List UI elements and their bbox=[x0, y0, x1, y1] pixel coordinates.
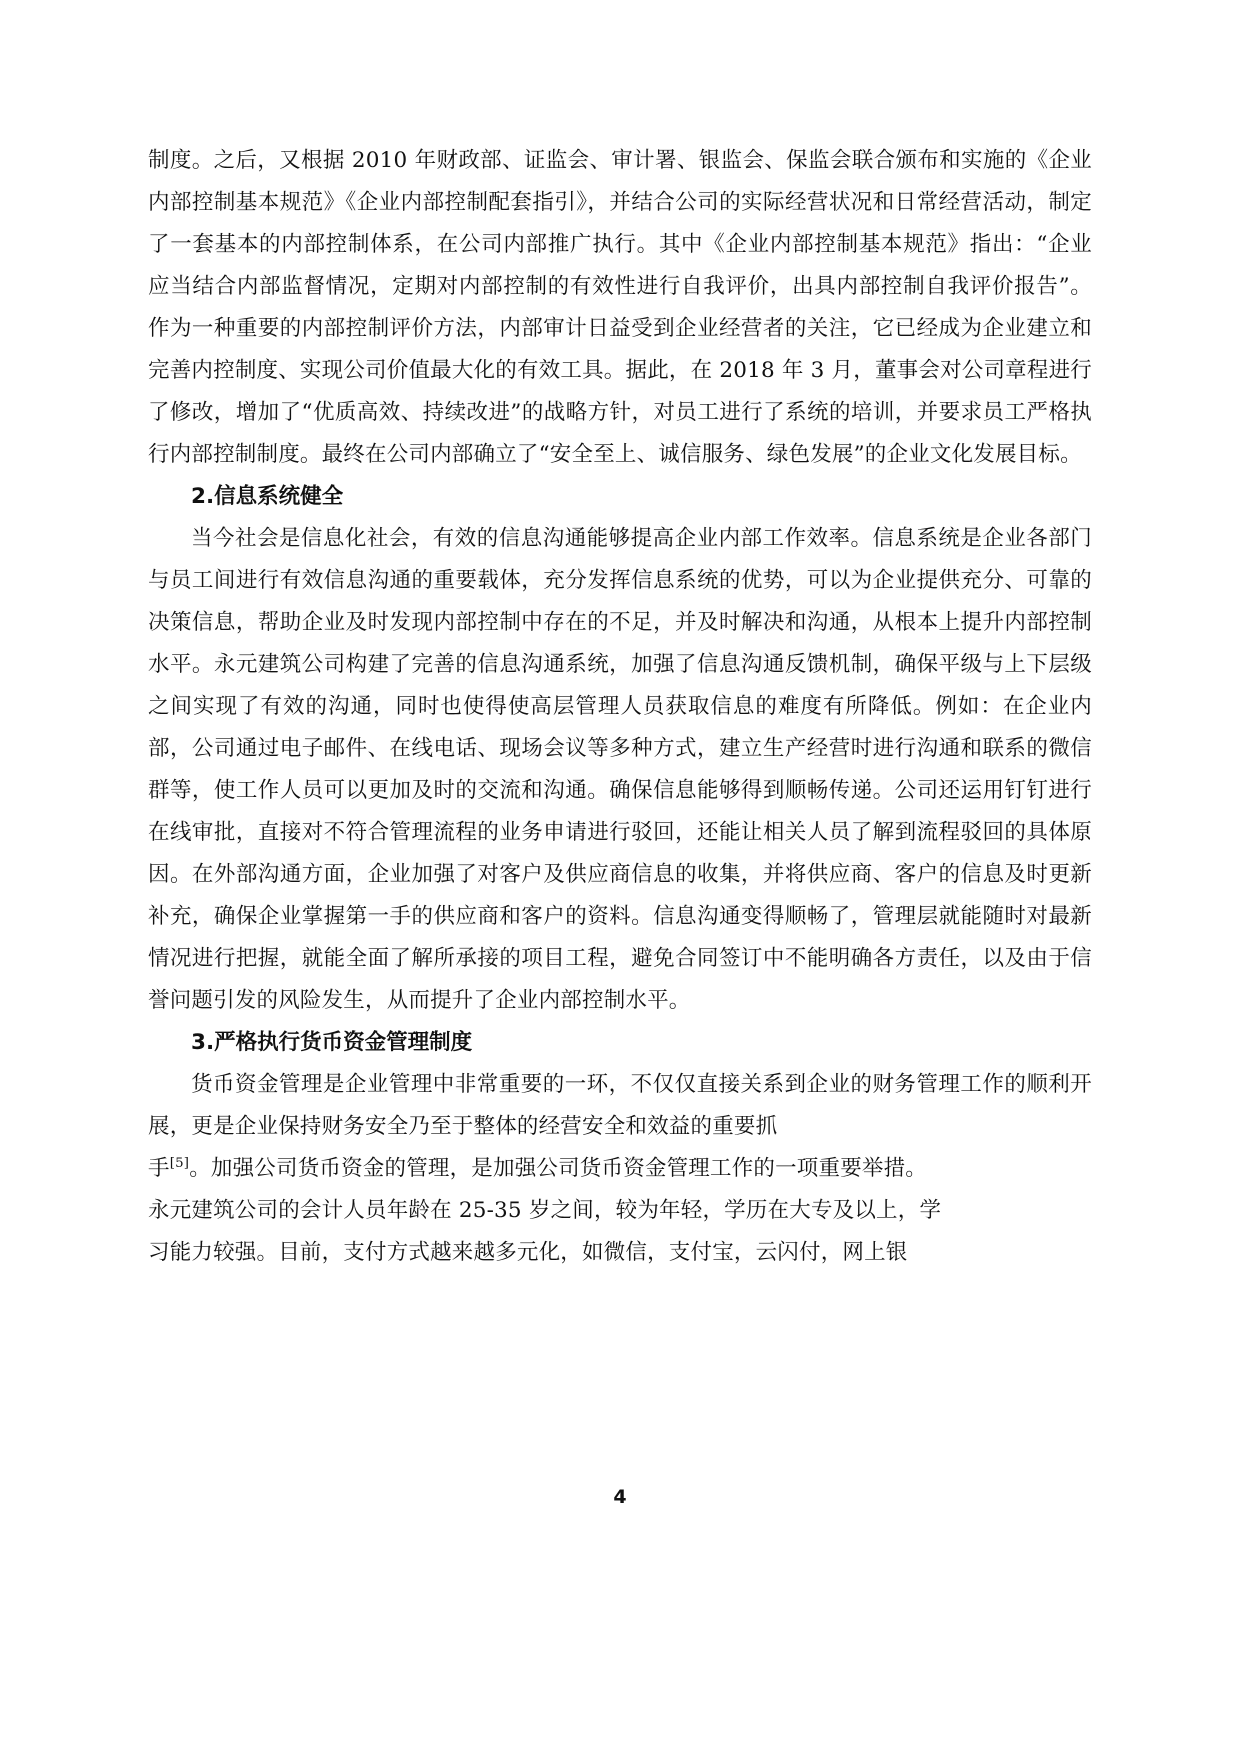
paragraph-intro: 制度。之后，又根据 2010 年财政部、证监会、审计署、银监会、保监会联合颁布和实施的《企业内部控制基本规范》《企业内部控制配套指引》，并结合公司的实际经营状况和日常经营活动，制定了一套基本的内部控制体系，在公司内部推广执行。其中《企业内部控制基本规范》指出：“企业应当结合内部监督情况，定期对内部控制的有效性进行自我评价，出具内部控制自我评价报告”。作为一种重要的内部控制评价方法，内部审计日益受到企业经营者的关注，它已经成为企业建立和完善内控制度、实现公司价值最大化的有效工具。据此，在 2018 年 3 月，董事会对公司章程进行了修改，增加了“优质高效、持续改进”的战略方针，对员工进行了系统的培训，并要求员工严格执行内部控制制度。最终在公司内部确立了“安全至上、诚信服务、绿色发展”的企业文化发展目标。 bbox=[148, 148, 1092, 467]
reference-tail: 。加强公司货币资金的管理，是加强公司货币资金管理工作的一项重要举措。 bbox=[189, 1156, 927, 1181]
heading-cash-management: 3.严格执行货币资金管理制度 bbox=[191, 1030, 473, 1055]
paragraph-cash-management-line4: 习能力较强。目前，支付方式越来越多元化，如微信，支付宝，云闪付，网上银 bbox=[148, 1240, 908, 1265]
paragraph-cash-management-line2 bbox=[148, 1148, 1092, 1190]
paragraph-cash-management-line1: 货币资金管理是企业管理中非常重要的一环，不仅仅直接关系到企业的财务管理工作的顺利开展，更是企业保持财务安全乃至于整体的经营安全和效益的重要抓 bbox=[148, 1072, 1092, 1139]
paragraph-information-system: 当今社会是信息化社会，有效的信息沟通能够提高企业内部工作效率。信息系统是企业各部门与员工间进行有效信息沟通的重要载体，充分发挥信息系统的优势，可以为企业提供充分、可靠的决策信息，帮助企业及时发现内部控制中存在的不足，并及时解决和沟通，从根本上提升内部控制水平。永元建筑公司构建了完善的信息沟通系统，加强了信息沟通反馈机制，确保平级与上下层级之间实现了有效的沟通，同时也使得使高层管理人员获取信息的难度有所降低。例如：在企业内部，公司通过电子邮件、在线电话、现场会议等多种方式，建立生产经营时进行沟通和联系的微信群等，使工作人员可以更加及时的交流和沟通。确保信息能够得到顺畅传递。公司还运用钉钉进行在线审批，直接对不符合管理流程的业务申请进行驳回，还能让相关人员了解到流程驳回的具体原因。在外部沟通方面，企业加强了对客户及供应商信息的收集，并将供应商、客户的信息及时更新补充，确保企业掌握第一手的供应商和客户的资料。信息沟通变得顺畅了，管理层就能随时对最新情况进行把握，就能全面了解所承接的项目工程，避免合同签订中不能明确各方责任，以及由于信誉问题引发的风险发生，从而提升了企业内部控制水平。 bbox=[148, 526, 1092, 1013]
page-content bbox=[148, 140, 1092, 1274]
reference-lead: 手 bbox=[148, 1156, 170, 1181]
page-number: 4 bbox=[613, 1486, 627, 1508]
heading-information-system: 2.信息系统健全 bbox=[191, 484, 344, 509]
citation-marker: [5] bbox=[169, 1155, 190, 1171]
paragraph-cash-management-line3: 永元建筑公司的会计人员年龄在 25-35 岁之间，较为年轻，学历在大专及以上，学 bbox=[148, 1198, 942, 1223]
